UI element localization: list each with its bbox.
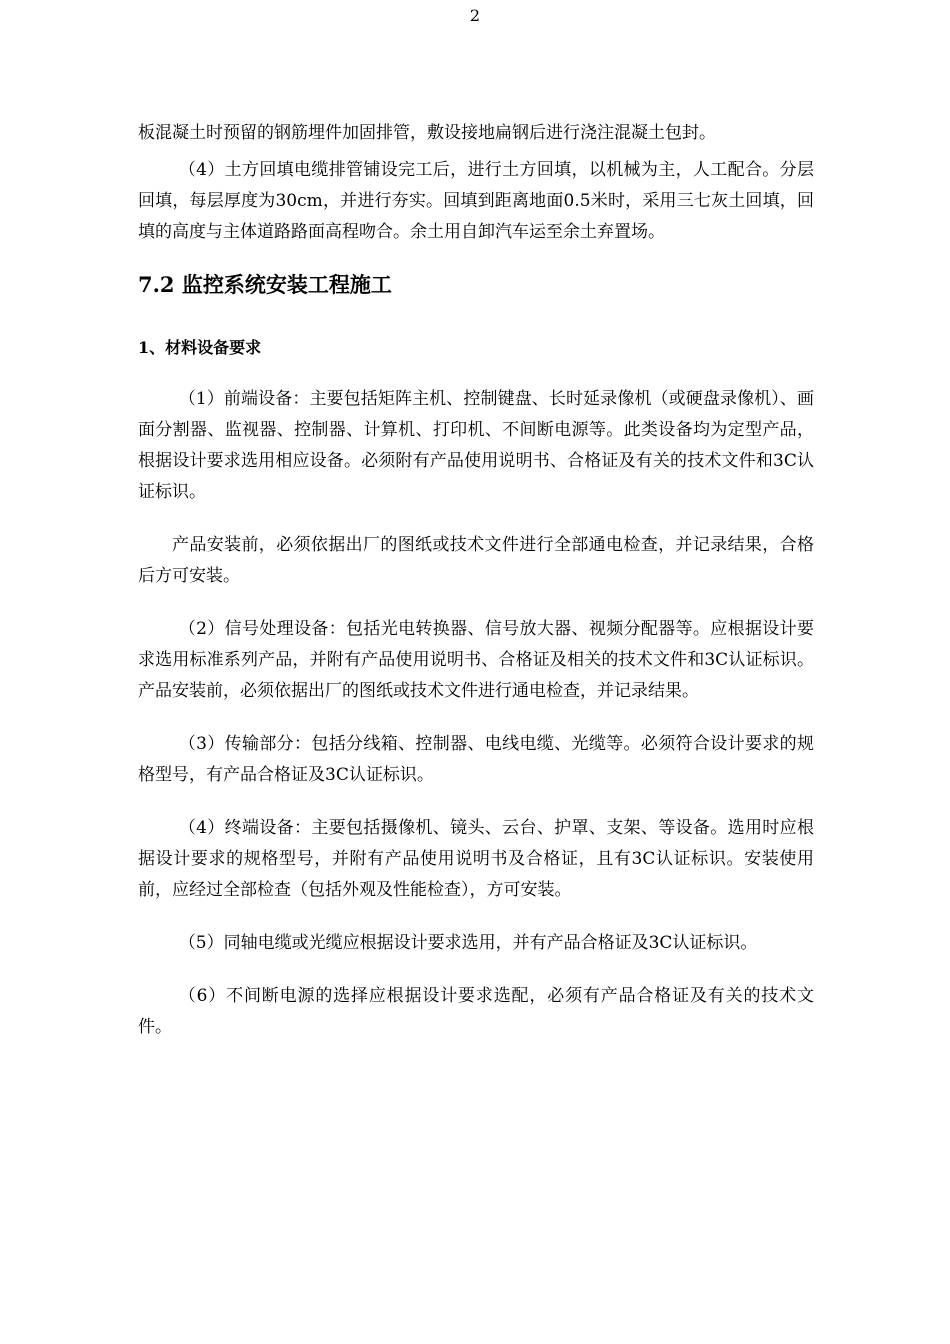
section-heading: 7.2 监控系统安装工程施工: [138, 272, 392, 297]
list-item: （2）信号处理设备：包括光电转换器、信号放大器、视频分配器等。应根据设计要求选用标准系列产品，并附有产品使用说明书、合格证及相关的技术文件和3C认证标识。产品安装前，必须依据出厂的图纸或技术文件进行通电检查，并记录结果。: [138, 619, 814, 701]
document-body: [138, 118, 814, 1043]
paragraph: 板混凝土时预留的钢筋埋件加固排管，敷设接地扁钢后进行浇注混凝土包封。: [138, 123, 716, 143]
list-item: （6）不间断电源的选择应根据设计要求选配，必须有产品合格证及有关的技术文件。: [138, 986, 814, 1037]
paragraph: 产品安装前，必须依据出厂的图纸或技术文件进行全部通电检查，并记录结果，合格后方可安装。: [138, 535, 814, 586]
list-item: （1）前端设备：主要包括矩阵主机、控制键盘、长时延录像机（或硬盘录像机）、画面分割器、监视器、控制器、计算机、打印机、不间断电源等。此类设备均为定型产品，根据设计要求选用相应设备。必须附有产品使用说明书、合格证及有关的技术文件和3C认证标识。: [138, 389, 814, 502]
list-item: （5）同轴电缆或光缆应根据设计要求选用，并有产品合格证及3C认证标识。: [178, 933, 758, 953]
subsection-heading: 1、材料设备要求: [138, 338, 262, 357]
paragraph: （4）土方回填电缆排管铺设完工后，进行土方回填，以机械为主，人工配合。分层回填，每层厚度为30cm，并进行夯实。回填到距离地面0.5米时，采用三七灰土回填，回填的高度与主体道路路面高程吻合。余土用自卸汽车运至余土弃置场。: [138, 160, 814, 242]
list-item: （4）终端设备：主要包括摄像机、镜头、云台、护罩、支架、等设备。选用时应根据设计要求的规格型号，并附有产品使用说明书及合格证，且有3C认证标识。安装使用前，应经过全部检查（包括外观及性能检查），方可安装。: [138, 818, 814, 900]
list-item: （3）传输部分：包括分线箱、控制器、电线电缆、光缆等。必须符合设计要求的规格型号，有产品合格证及3C认证标识。: [138, 734, 814, 785]
page-number: 2: [469, 6, 481, 25]
